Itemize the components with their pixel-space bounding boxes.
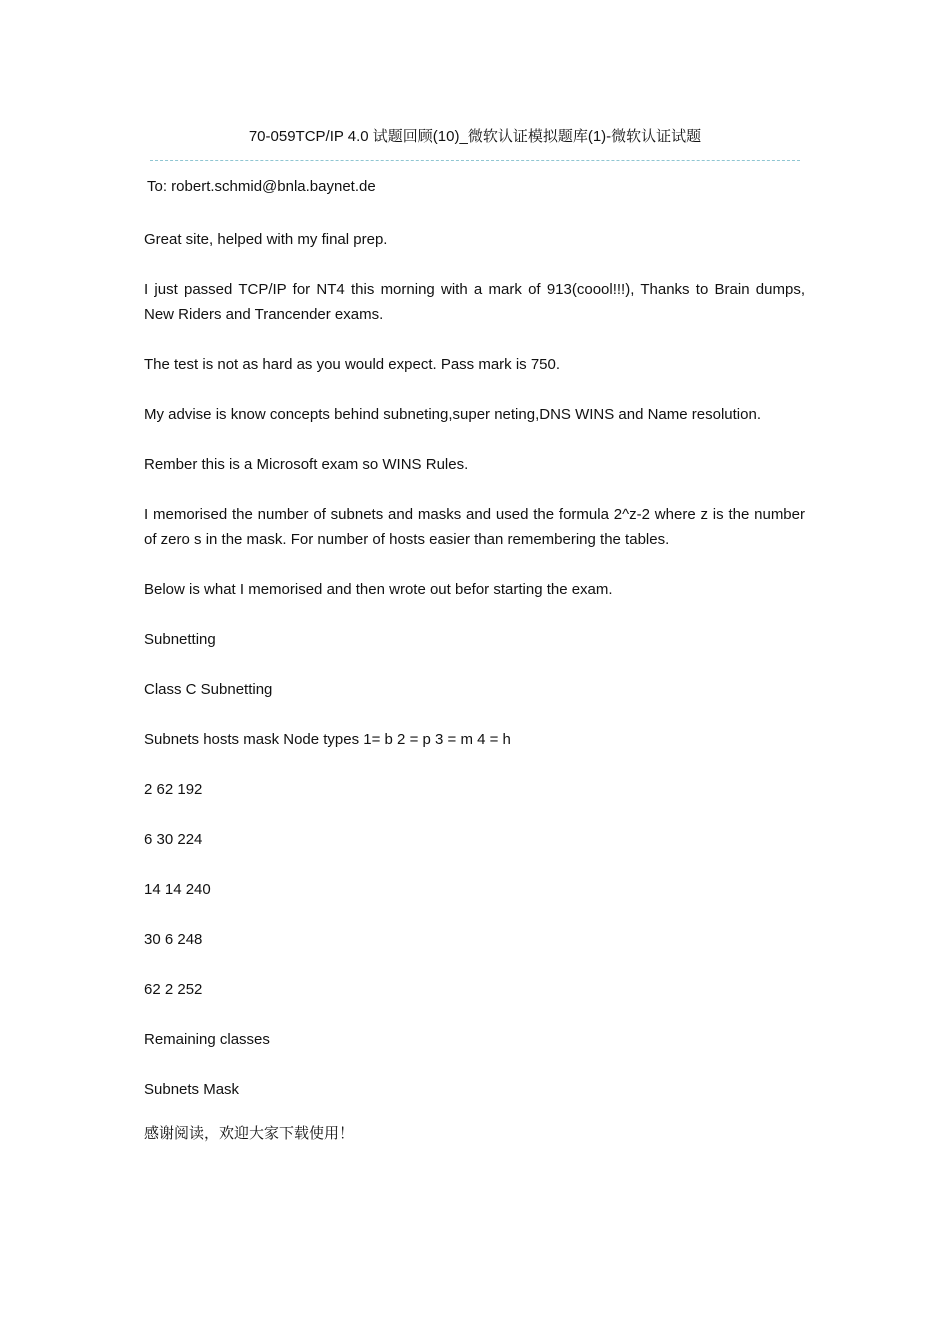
section-heading-remaining: Remaining classes xyxy=(144,1031,270,1048)
recipient-line: To: robert.schmid@bnla.baynet.de xyxy=(147,178,376,195)
table-row: 62 2 252 xyxy=(144,981,203,998)
body-paragraph: The test is not as hard as you would expect. Pass mark is 750. xyxy=(144,356,561,373)
document-title: 70-059TCP/IP 4.0 试题回顾(10)_微软认证模拟题库(1)-微软认证试题 xyxy=(248,128,702,145)
body-paragraph: My advise is know concepts behind subneting,super neting,DNS WINS and Name resolution. xyxy=(144,406,761,423)
document-body xyxy=(144,227,805,1127)
section-heading-class-c: Class C Subnetting xyxy=(144,681,273,698)
body-paragraph: I just passed TCP/IP for NT4 this morning with a mark of 913(coool!!!), Thanks to Brain dumps, New Riders and Trancender exams. xyxy=(144,281,805,323)
table-row: 2 62 192 xyxy=(144,781,203,798)
closing-note: 感谢阅读，欢迎大家下载使用！ xyxy=(144,1124,355,1142)
section-heading-subnetting: Subnetting xyxy=(144,631,216,648)
title-divider xyxy=(150,160,800,161)
table-header-row: Subnets Mask xyxy=(144,1081,240,1098)
body-paragraph: Below is what I memorised and then wrote out befor starting the exam. xyxy=(144,581,613,598)
table-row: 30 6 248 xyxy=(144,931,203,948)
body-paragraph: I memorised the number of subnets and masks and used the formula 2^z-2 where z is the number of zero s in the mask. For number of hosts easier than remembering the tables. xyxy=(144,506,805,548)
body-paragraph: Rember this is a Microsoft exam so WINS Rules. xyxy=(144,456,469,473)
table-row: 14 14 240 xyxy=(144,881,211,898)
table-header-row: Subnets hosts mask Node types 1= b 2 = p 3 = m 4 = h xyxy=(144,731,511,748)
body-paragraph: Great site, helped with my final prep. xyxy=(144,231,388,248)
table-row: 6 30 224 xyxy=(144,831,203,848)
